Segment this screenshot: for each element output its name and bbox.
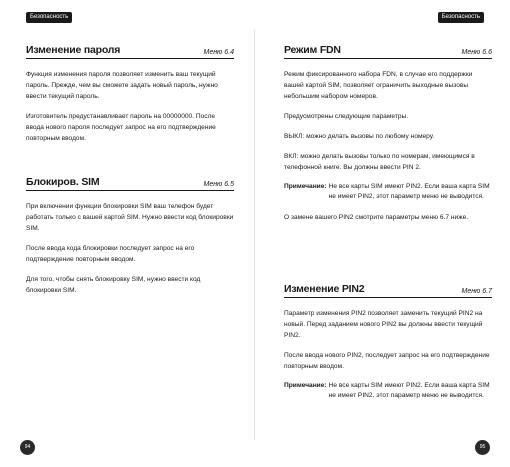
section-title: Изменение пароля — [26, 44, 121, 56]
note-label: Примечание: — [284, 183, 327, 190]
paragraph: Для того, чтобы снять блокировку SIM, нужно ввести код блокировки SIM. — [26, 276, 201, 294]
menu-reference: Меню 6.6 — [461, 49, 492, 56]
paragraph: ВКЛ: можно делать вызовы только по номерам, имеющимся в телефонной книге. Вы должны ввести PIN 2. — [284, 153, 475, 171]
note — [284, 182, 492, 202]
section-sim-lock — [26, 176, 234, 305]
section-title-row — [26, 44, 234, 59]
page-number-badge: 94 — [20, 440, 35, 455]
paragraph: Предусмотрены следующие параметры. — [284, 113, 409, 120]
left-header-tab: Безопасность — [26, 12, 72, 23]
right-header-tab: Безопасность — [438, 12, 484, 23]
section-change-password — [26, 44, 234, 153]
section-title: Режим FDN — [284, 44, 341, 56]
paragraph: При включении функции блокировки SIM ваш телефон будет работать только с вашей картой SIM. Нужно ввести код блокировки SIM. — [26, 203, 234, 232]
section-title: Блокиров. SIM — [26, 176, 100, 188]
note-text: Не все карты SIM имеют PIN2. Если ваша карта SIM не имеет PIN2, этот параметр меню не выводится. — [328, 183, 490, 200]
note-text: Не все карты SIM имеют PIN2. Если ваша карта SIM не имеет PIN2, этот параметр меню не выводится. — [328, 382, 490, 399]
paragraph: Параметр изменения PIN2 позволяет заменить текущий PIN2 на новый. Перед заданием нового PIN2 вы должны ввести текущий PIN2. — [284, 310, 483, 339]
menu-reference: Меню 6.4 — [203, 49, 234, 56]
section-title-row — [284, 44, 492, 59]
section-change-pin2 — [284, 283, 492, 411]
paragraph: После ввода нового PIN2, последует запрос на его подтверждение повторным вводом. — [284, 352, 490, 370]
page-number-badge: 95 — [475, 440, 490, 455]
note-label: Примечание: — [284, 382, 327, 389]
right-page — [255, 0, 510, 467]
paragraph: О замене вашего PIN2 смотрите параметры меню 6.7 ниже. — [284, 214, 469, 221]
menu-reference: Меню 6.5 — [203, 181, 234, 188]
paragraph: После ввода кода блокировки последует запрос на его подтверждение повторным вводом. — [26, 245, 195, 263]
section-fdn-mode — [284, 44, 492, 232]
note — [284, 381, 492, 401]
section-title-row — [26, 176, 234, 191]
section-title: Изменение PIN2 — [284, 283, 365, 295]
menu-reference: Меню 6.7 — [461, 288, 492, 295]
paragraph: Функция изменения пароля позволяет изменить ваш текущий пароль. Прежде, чем вы сможете задать новый пароль, нужно ввести текущий пароль. — [26, 71, 218, 100]
section-title-row — [284, 283, 492, 298]
paragraph: ВЫКЛ: можно делать вызовы по любому номеру. — [284, 133, 435, 140]
paragraph: Режим фиксированного набора FDN, в случае его поддержки вашей картой SIM, позволяет ограничить выходные вызовы небольшим набором номеров. — [284, 71, 473, 100]
paragraph: Изготовитель предустанавливает пароль на 00000000. После ввода нового пароля последует запрос на его подтверждение повторным вводом. — [26, 113, 216, 142]
